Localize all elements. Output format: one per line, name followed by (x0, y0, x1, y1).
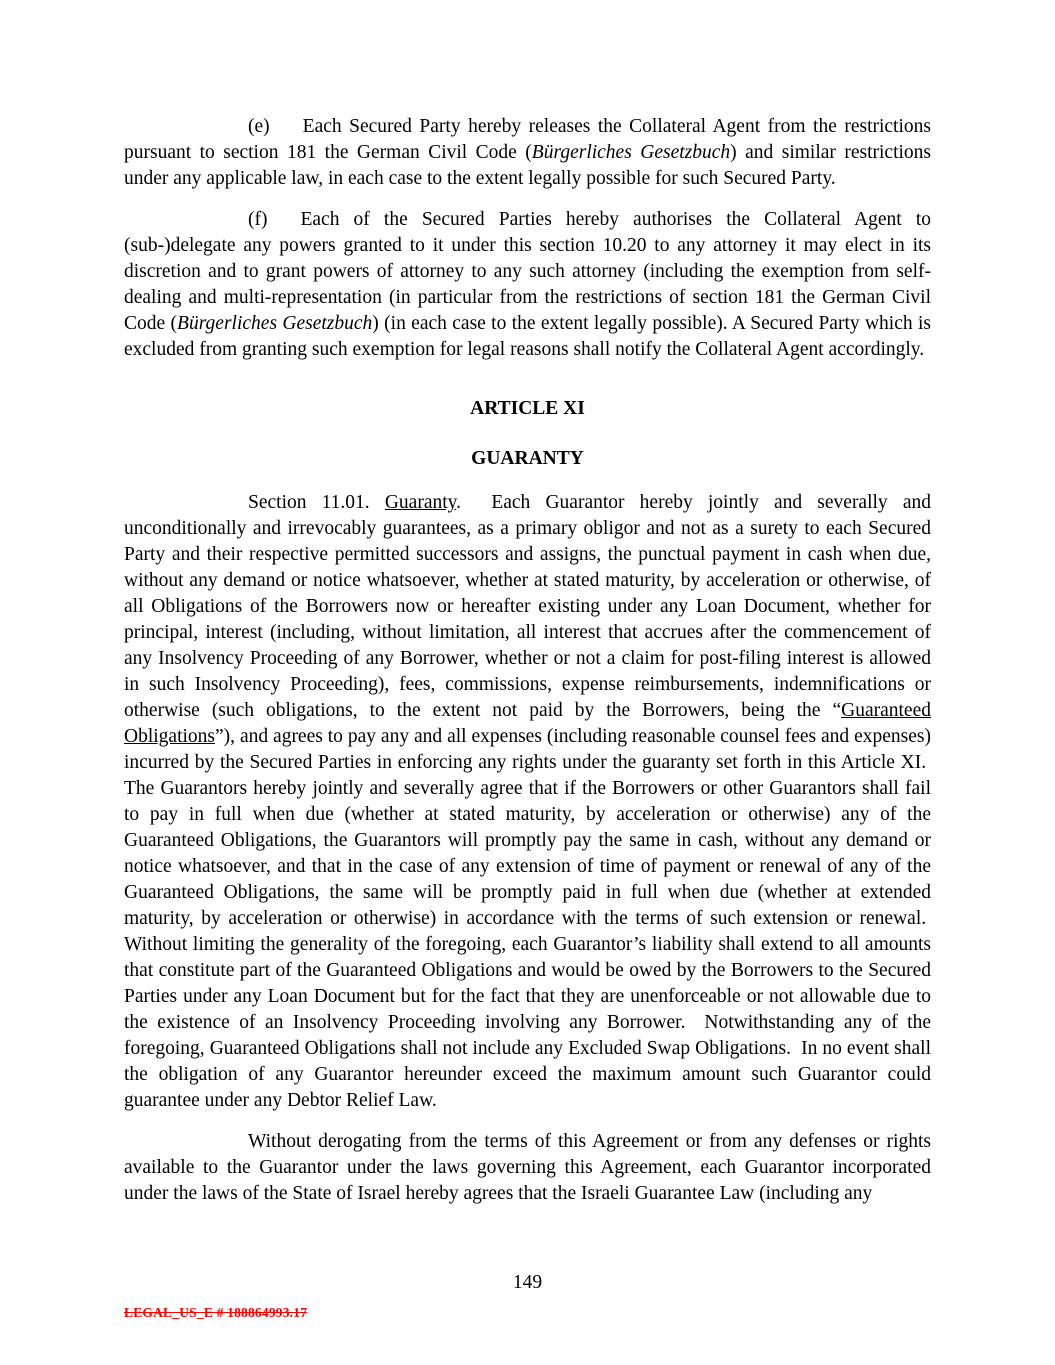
paragraph-e (124, 114, 931, 192)
text-run: Each of the Secured Parties hereby authorises the Collateral Agent to (sub-)delegate any powers granted to it under this section 10.20 to any attorney it may elect in its discretion and to grant powers of attorney to any such attorney (including the exemption from self-dealing and multi-representation (in particular from the restrictions of section 181 the German Civil Code ( (124, 209, 931, 334)
section-11-01-paragraph (124, 490, 931, 1114)
page-number: 149 (512, 1272, 543, 1293)
text-run: Guaranty (384, 492, 457, 513)
article-heading: ARTICLE XI (470, 398, 585, 419)
text-run: Guaranteed Obligations (124, 700, 931, 747)
legal-stamp: LEGAL_US_E # 188864993.17 (124, 1305, 308, 1320)
text-run: Bürgerliches Gesetzbuch (177, 313, 373, 334)
text-run: (f) (248, 209, 268, 230)
text-run: Section 11.01. (248, 492, 385, 513)
text-run: Bürgerliches Gesetzbuch (531, 142, 731, 163)
text-run: (e) (248, 116, 270, 137)
text-run: ) and similar restrictions under any applicable law, in each case to the extent legally possible for such Secured Party. (124, 142, 931, 189)
text-run: Without derogating from the terms of this Agreement or from any defenses or rights available to the Guarantor under the laws governing this Agreement, each Guarantor incorporated under the laws of the State of Israel hereby agrees that the Israeli Guarantee Law (including any (124, 1131, 931, 1204)
text-run: . Each Guarantor hereby jointly and severally and unconditionally and irrevocably guarantees, as a primary obligor and not as a surety to each Secured Party and their respective permitted successors and assigns, the punctual payment in cash when due, without any demand or notice whatsoever, whether at stated maturity, by acceleration or otherwise, of all Obligations of the Borrowers now or hereafter existing under any Loan Document, whether for principal, interest (including, without limitation, all interest that accrues after the commencement of any Insolvency Proceeding of any Borrower, whether or not a claim for post-filing interest is allowed in such Insolvency Proceeding), fees, commissions, expense reimbursements, indemnifications or otherwise (such obligations, to the extent not paid by the Borrowers, being the “ (124, 492, 931, 721)
text-run: ”), and agrees to pay any and all expenses (including reasonable counsel fees and expenses) incurred by the Secured Parties in enforcing any rights under the guaranty set forth in this Article XI. The Guarantors hereby jointly and severally agree that if the Borrowers or other Guarantors shall fail to pay in full when due (whether at stated maturity, by acceleration or otherwise) any of the Guaranteed Obligations, the Guarantors will promptly pay the same in cash, without any demand or notice whatsoever, and that in the case of any extension of time of payment or renewal of any of the Guaranteed Obligations, the same will be promptly paid in full when due (whether at extended maturity, by acceleration or otherwise) in accordance with the terms of such extension or renewal. Without limiting the generality of the foregoing, each Guarantor’s liability shall extend to all amounts that constitute part of the Guaranteed Obligations and would be owed by the Borrowers to the Secured Parties under any Loan Document but for the fact that they are unenforceable or not allowable due to the existence of an Insolvency Proceeding involving any Borrower. Notwithstanding any of the foregoing, Guaranteed Obligations shall not include any Excluded Swap Obligations. In no event shall the obligation of any Guarantor hereunder exceed the maximum amount such Guarantor could guarantee under any Debtor Relief Law. (124, 726, 931, 1111)
document-body (124, 114, 931, 1222)
paragraph-f (124, 207, 931, 363)
text-run: ) (in each case to the extent legally possible). A Secured Party which is excluded from granting such exemption for legal reasons shall notify the Collateral Agent accordingly. (124, 313, 932, 360)
guaranty-heading: GUARANTY (471, 448, 584, 469)
israel-guarantee-paragraph (124, 1129, 931, 1207)
text-run: Each Secured Party hereby releases the Collateral Agent from the restrictions pursuant to section 181 the German Civil Code ( (124, 116, 931, 163)
